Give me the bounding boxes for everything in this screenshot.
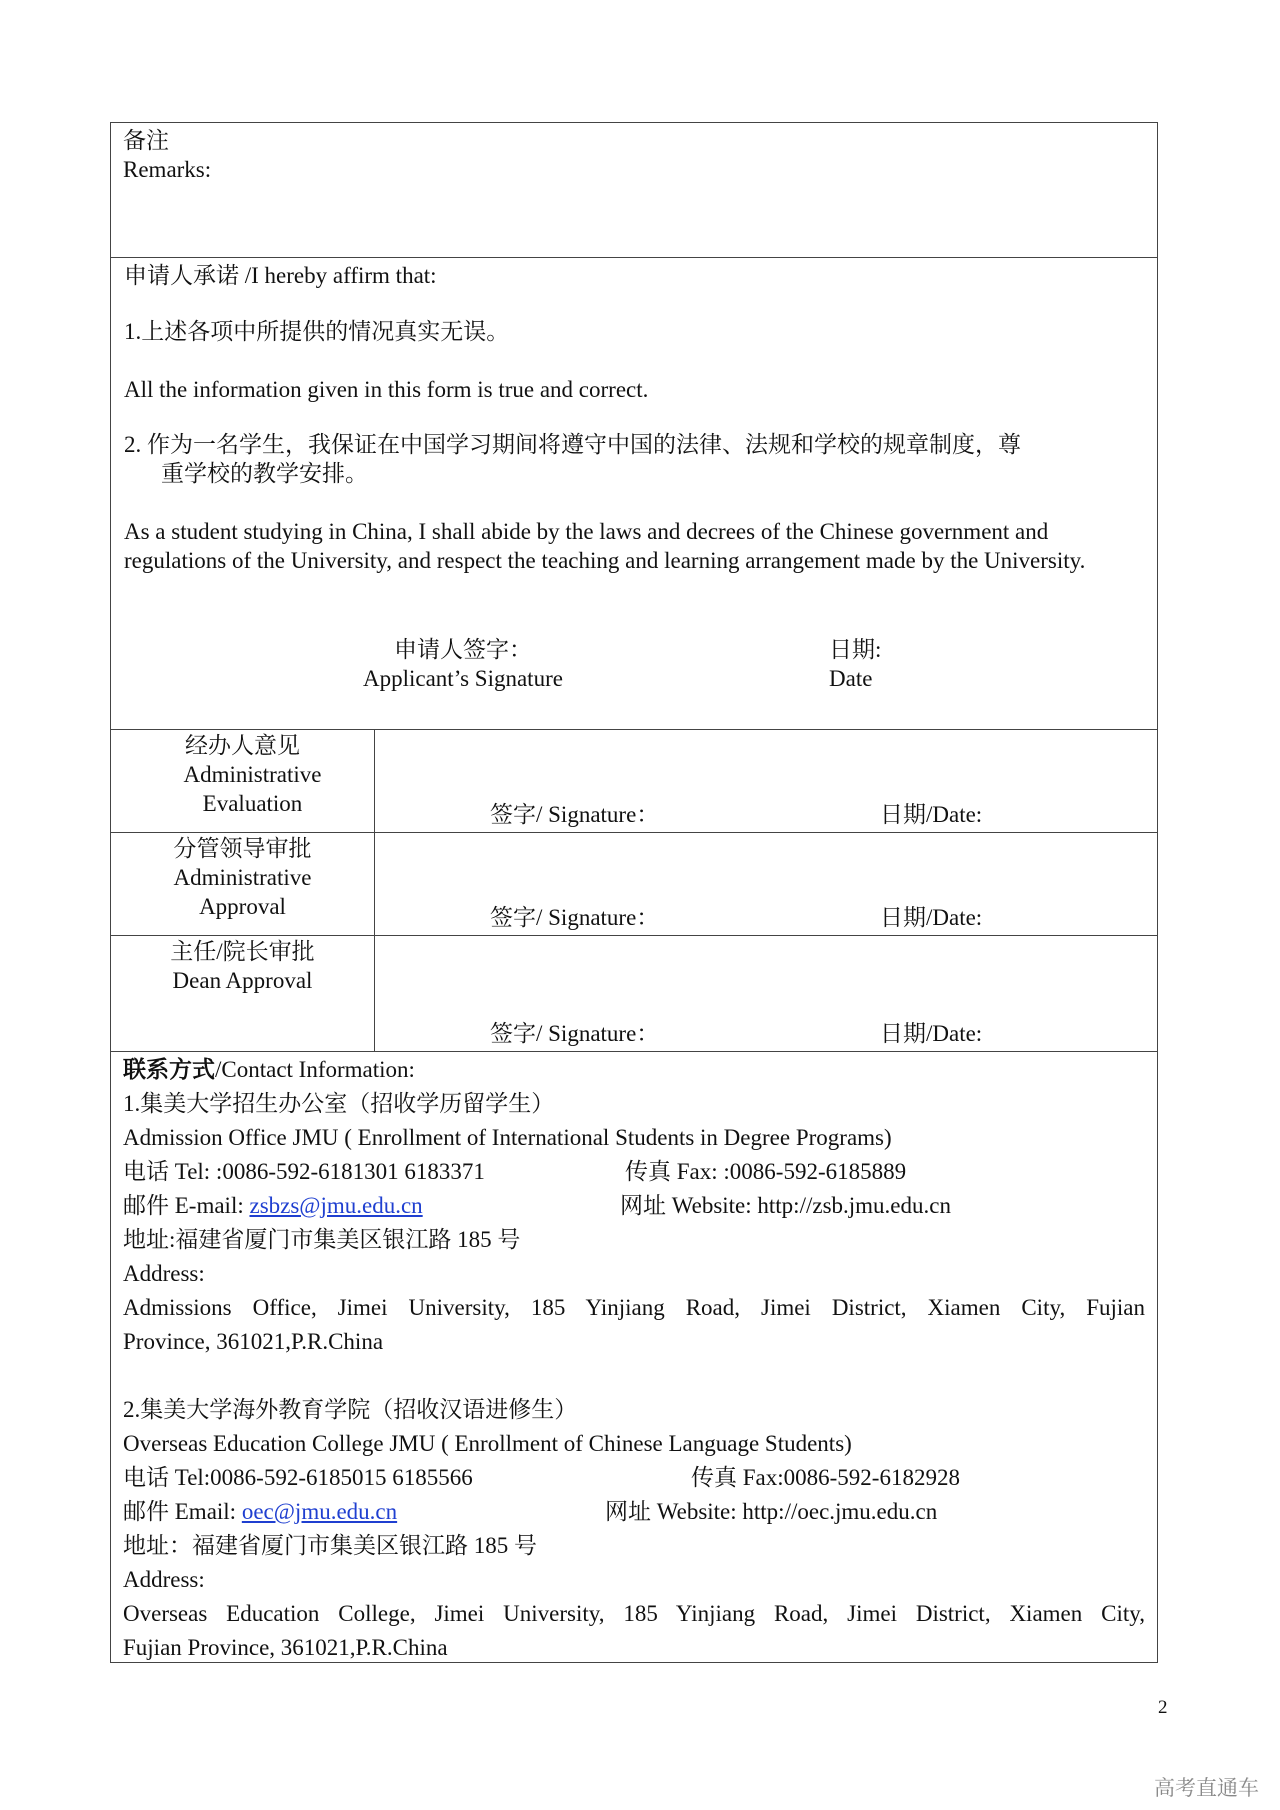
approval-label-en1: Administrative <box>173 864 312 890</box>
office1-tel: 电话 Tel: :0086-592-6181301 6183371 <box>123 1159 485 1184</box>
approval-label-en1: Dean Approval <box>172 967 313 993</box>
contact-spacer <box>123 1362 1145 1396</box>
approval-field <box>375 936 1157 1051</box>
contact-heading-en: /Contact Information: <box>215 1057 415 1082</box>
office2-email-row <box>123 1498 1145 1532</box>
office2-address-en-line2: Fujian Province, 361021,P.R.China <box>123 1635 448 1660</box>
contact-section <box>111 1052 1157 1662</box>
approval-label <box>111 730 375 832</box>
approval-date: 日期/Date: <box>880 802 983 828</box>
office1-address-label: Address: <box>123 1261 205 1286</box>
approval-label-zh: 分管领导审批 <box>173 836 312 861</box>
office1-address-en-line1: Admissions Office, Jimei University, 185 Yinjiang Road, Jimei District, Xiamen City, Fujian <box>123 1295 1145 1320</box>
approval-row-dean <box>111 936 1157 1052</box>
remarks-label-en: Remarks: <box>123 156 212 182</box>
contact-heading <box>123 1056 1145 1090</box>
applicant-signature-en: Applicant’s Signature <box>363 665 563 691</box>
approval-date: 日期/Date: <box>880 905 983 931</box>
affirm-item2-en: As a student studying in China, I shall abide by the laws and decrees of the Chinese government and regulations of the University, and respect the teaching and learning arrangement made by the University. <box>124 519 1086 573</box>
affirm-item1-en: All the information given in this form is true and correct. <box>124 377 649 402</box>
remarks-section <box>111 123 1157 258</box>
affirm-item2-zh <box>124 431 1145 489</box>
office2-title-zh: 2.集美大学海外教育学院（招收汉语进修生） <box>123 1397 578 1422</box>
office1-phone-row <box>123 1158 1145 1192</box>
approval-signature: 签字/ Signature： <box>490 802 660 828</box>
office1-email-link[interactable]: zsbzs@jmu.edu.cn <box>249 1193 423 1218</box>
office1-fax: 传真 Fax: :0086-592-6185889 <box>625 1159 907 1184</box>
office2-email-label: 邮件 Email: <box>123 1499 242 1524</box>
approval-row-evaluation <box>111 730 1157 833</box>
watermark-text: 高考直通车 <box>1154 1776 1259 1800</box>
applicant-date <box>829 636 881 694</box>
applicant-date-en: Date <box>829 665 873 691</box>
approval-label-en2: Evaluation <box>202 790 303 816</box>
approval-date: 日期/Date: <box>880 1021 983 1047</box>
approval-label-zh: 经办人意见 <box>185 733 300 758</box>
affirm-item2-zh-line2: 重学校的教学安排。 <box>161 460 368 486</box>
office2-website: 网址 Website: http://oec.jmu.edu.cn <box>605 1499 938 1524</box>
applicant-signature-zh: 申请人签字： <box>393 637 532 662</box>
office1-address-en-line2: Province, 361021,P.R.China <box>123 1329 384 1354</box>
affirm-item1-zh: 1.上述各项中所提供的情况真实无误。 <box>124 319 510 344</box>
office2-tel: 电话 Tel:0086-592-6185015 6185566 <box>123 1465 473 1490</box>
office2-title-en: Overseas Education College JMU ( Enrollment of Chinese Language Students) <box>123 1431 852 1456</box>
contact-heading-zh: 联系方式 <box>123 1057 215 1082</box>
office1-address-zh: 地址:福建省厦门市集美区银江路 185 号 <box>123 1227 521 1252</box>
approval-label <box>111 833 375 935</box>
application-form <box>110 122 1158 1663</box>
office1-title-zh: 1.集美大学招生办公室（招收学历留学生） <box>123 1091 555 1116</box>
office2-address-zh: 地址：福建省厦门市集美区银江路 185 号 <box>123 1533 537 1558</box>
office1-website: 网址 Website: http://zsb.jmu.edu.cn <box>620 1193 951 1218</box>
approval-label-zh: 主任/院长审批 <box>170 939 315 964</box>
affirm-heading: 申请人承诺 /I hereby affirm that: <box>124 263 437 288</box>
approval-field <box>375 730 1157 832</box>
office2-fax: 传真 Fax:0086-592-6182928 <box>691 1465 960 1490</box>
applicant-signature <box>363 636 563 694</box>
office1-email-row <box>123 1192 1145 1226</box>
applicant-date-zh: 日期: <box>829 637 882 662</box>
approval-label-en2: Approval <box>199 893 286 919</box>
office2-address-en-line1: Overseas Education College, Jimei University, 185 Yinjiang Road, Jimei District, Xiamen City, <box>123 1601 1145 1626</box>
affirmation-section <box>111 258 1157 730</box>
office1-title-en: Admission Office JMU ( Enrollment of International Students in Degree Programs) <box>123 1125 892 1150</box>
affirm-item2-zh-line1: 2. 作为一名学生，我保证在中国学习期间将遵守中国的法律、法规和学校的规章制度，尊 <box>124 432 1021 457</box>
remarks-label-zh: 备注 <box>123 128 169 153</box>
office2-email-link[interactable]: oec@jmu.edu.cn <box>241 1499 398 1524</box>
office2-address-label: Address: <box>123 1567 205 1592</box>
office2-phone-row <box>123 1464 1145 1498</box>
approval-label <box>111 936 375 1051</box>
approval-signature: 签字/ Signature： <box>490 1021 660 1047</box>
approval-row-admin <box>111 833 1157 936</box>
approval-field <box>375 833 1157 935</box>
office1-email-label: 邮件 E-mail: <box>123 1193 250 1218</box>
approval-label-en1: Administrative <box>183 761 322 787</box>
page-number: 2 <box>1158 1697 1168 1718</box>
approval-signature: 签字/ Signature： <box>490 905 660 931</box>
